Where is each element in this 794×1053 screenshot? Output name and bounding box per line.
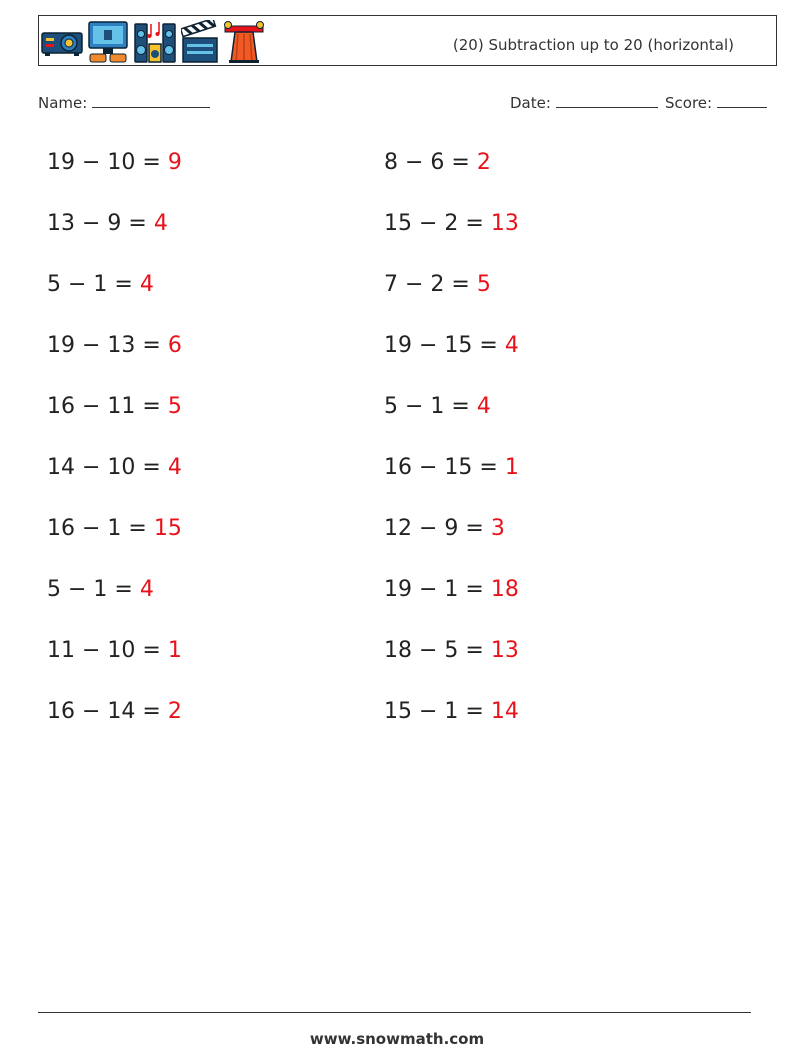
answer: 1	[167, 638, 182, 663]
problem-right-7	[384, 516, 505, 542]
answer: 4	[139, 272, 154, 297]
question: 15 − 2 =	[384, 211, 491, 236]
answer: 13	[490, 211, 519, 236]
clapperboard-icon	[181, 20, 219, 64]
worksheet-title: (20) Subtraction up to 20 (horizontal)	[452, 36, 734, 54]
answer: 6	[167, 333, 182, 358]
question: 16 − 15 =	[384, 455, 505, 480]
problem-right-3	[384, 272, 491, 298]
date-blank[interactable]	[556, 93, 658, 108]
answer: 15	[153, 516, 182, 541]
answer: 13	[490, 638, 519, 663]
question: 12 − 9 =	[384, 516, 491, 541]
score-field[interactable]	[665, 93, 767, 112]
answer: 9	[167, 150, 182, 175]
answer: 1	[504, 455, 519, 480]
question: 5 − 1 =	[47, 577, 140, 602]
problem-left-7	[47, 516, 182, 542]
question: 19 − 1 =	[384, 577, 491, 602]
answer: 3	[490, 516, 505, 541]
problem-left-6	[47, 455, 182, 481]
problem-right-5	[384, 394, 491, 420]
question: 11 − 10 =	[47, 638, 168, 663]
name-field[interactable]	[38, 93, 210, 112]
problem-left-8	[47, 577, 154, 603]
footer-url[interactable]: www.snowmath.com	[309, 1030, 485, 1048]
footer-divider	[38, 1012, 751, 1013]
problem-right-9	[384, 638, 519, 664]
question: 8 − 6 =	[384, 150, 477, 175]
answer: 5	[476, 272, 491, 297]
answer: 18	[490, 577, 519, 602]
answer: 4	[504, 333, 519, 358]
problem-right-6	[384, 455, 519, 481]
question: 19 − 13 =	[47, 333, 168, 358]
answer: 4	[476, 394, 491, 419]
problem-left-3	[47, 272, 154, 298]
header-icons	[41, 20, 265, 64]
theater-curtain-icon	[223, 20, 265, 64]
speakers-icon	[133, 20, 177, 64]
problem-left-5	[47, 394, 182, 420]
answer: 2	[167, 699, 182, 724]
problem-right-10	[384, 699, 519, 725]
answer: 2	[476, 150, 491, 175]
question: 13 − 9 =	[47, 211, 154, 236]
problem-right-4	[384, 333, 519, 359]
question: 19 − 10 =	[47, 150, 168, 175]
question: 19 − 15 =	[384, 333, 505, 358]
problem-right-2	[384, 211, 519, 237]
question: 16 − 11 =	[47, 394, 168, 419]
score-label: Score:	[665, 94, 713, 112]
problem-left-4	[47, 333, 182, 359]
question: 16 − 14 =	[47, 699, 168, 724]
question: 18 − 5 =	[384, 638, 491, 663]
problem-right-1	[384, 150, 491, 176]
question: 7 − 2 =	[384, 272, 477, 297]
date-field[interactable]	[510, 93, 658, 112]
answer: 14	[490, 699, 519, 724]
header-box	[38, 15, 777, 66]
name-label: Name:	[38, 94, 88, 112]
answer: 4	[167, 455, 182, 480]
date-label: Date:	[510, 94, 551, 112]
question: 14 − 10 =	[47, 455, 168, 480]
problem-left-9	[47, 638, 182, 664]
answer: 4	[139, 577, 154, 602]
projector-icon	[41, 27, 83, 57]
problem-left-2	[47, 211, 168, 237]
problem-left-1	[47, 150, 182, 176]
question: 5 − 1 =	[384, 394, 477, 419]
answer: 4	[153, 211, 168, 236]
monitor-icon	[87, 20, 129, 64]
question: 5 − 1 =	[47, 272, 140, 297]
question: 15 − 1 =	[384, 699, 491, 724]
name-blank[interactable]	[92, 93, 210, 108]
score-blank[interactable]	[717, 93, 767, 108]
question: 16 − 1 =	[47, 516, 154, 541]
problem-left-10	[47, 699, 182, 725]
answer: 5	[167, 394, 182, 419]
problem-right-8	[384, 577, 519, 603]
